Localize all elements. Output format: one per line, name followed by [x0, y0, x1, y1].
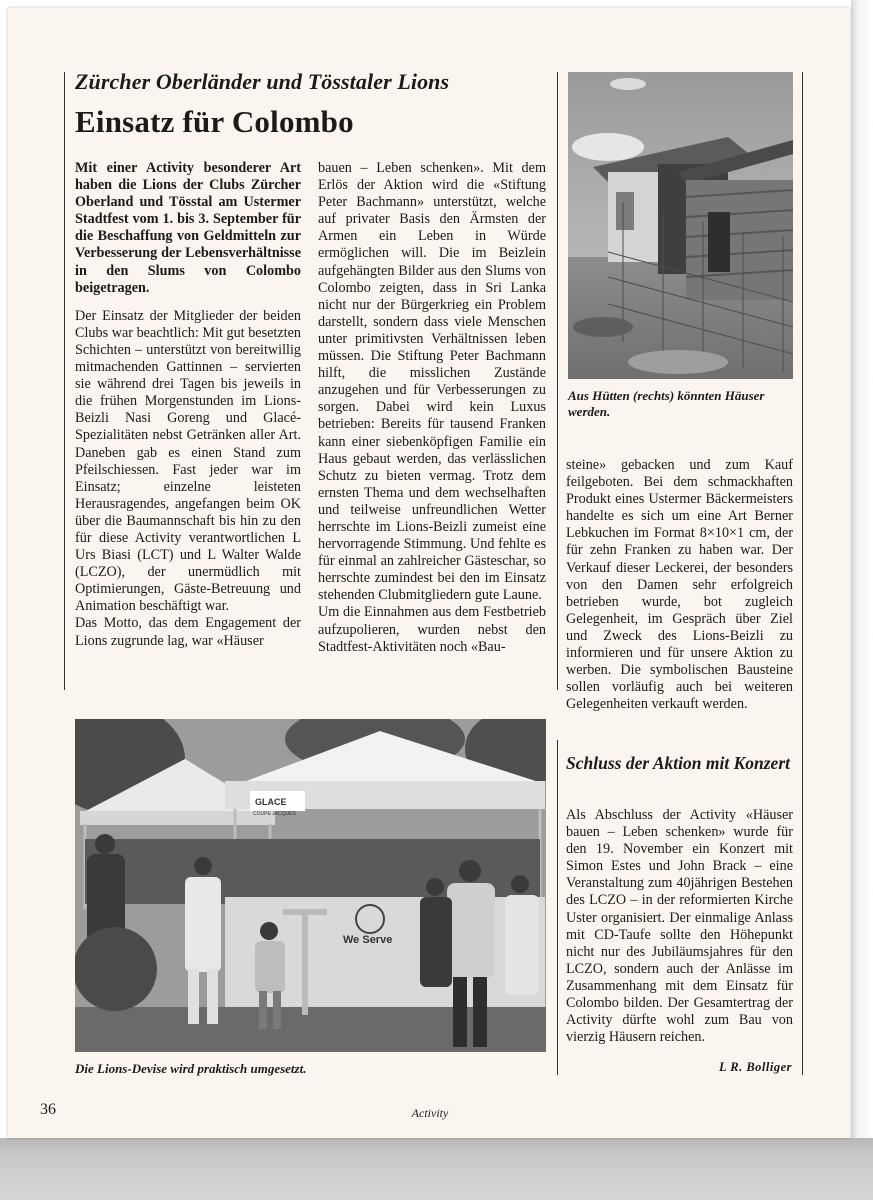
- article-author: L R. Bolliger: [718, 1060, 792, 1074]
- col2-paragraph-1: bauen – Leben schenken». Mit dem Erlös der Aktion wird die «Stiftung Peter Bachmann» unterstützt, welche auf privater Basis den Ärmsten der Armen ein Leben in Würde ermöglichen will. Die im Beizlein aufgehängten Bilder aus den Slums von Colombo zeigten, dass in Sri Lanka nicht nur der Bürgerkrieg ein Problem darstellt, sondern dass viele Menschen unter primitivsten Verhältnissen leben müssen. Die Stiftung Peter Bachmann hilft, die misslichen Zustände anzugehen und für Verbesserungen zu sorgen. Dabei wird kein Luxus betrieben: Bereits für tausend Franken kann einer siebenköpfigen Familie ein Haus gebaut werden, das verlässlichen Schutz zu bieten vermag. Trotz dem ernsten Thema und dem wechselhaften und teilweise unfreundlichen Wetter herrschte im Lions-Beizli zumeist eine hervorragende Stimmung. Und fehlte es für einmal an zahlreicher Gästeschar, so herrschte zumindest bei den im Einsatz stehenden Clubmitgliedern gute Laune.: [318, 160, 546, 604]
- scan-edge-shadow: [851, 0, 873, 1200]
- column-rule-left: [64, 72, 65, 690]
- col1-paragraph-1: Der Einsatz der Mitglieder der beiden Clubs war beachtlich: Mit gut besetzten Schichten – unterstützt von bereitwillig mitmachenden Gattinnen – servierten sie während drei Tagen bis jeweils in die frühen Morgenstunden im Lions-Beizli Nasi Goreng und Glacé-Spezialitäten nebst Getränken aller Art. Daneben gab es einen Stand zum Pfeilschiessen. Fast jeder war im Einsatz; einzelne leisteten Herausragendes, angefangen beim OK über die Baumannschaft bis hin zu den für diese Activity verantwortlichen L Urs Biasi (LCT) und L Walter Walde (LCZO), der unermüdlich mit Optimierungen, Gäste-Betreuung und Animation beschäftigt war.: [75, 307, 301, 615]
- magazine-title: Activity: [411, 1106, 449, 1120]
- column-rule-middle-lower: [557, 740, 558, 1075]
- huts-photo-caption: Aus Hütten (rechts) könnten Häuser werden.: [568, 388, 765, 419]
- article-headline: Einsatz für Colombo: [75, 104, 354, 139]
- photo-lions-stand: [75, 719, 546, 1052]
- col3-paragraph-1: steine» gebacken und zum Kauf feilgeboten. Bei dem schmackhaften Produkt eines Ustermer Bäckermeisters handelte es sich um eine Art Berner Lebkuchen im Format 8×10×1 cm, der für zehn Franken zu haben war. Der Verkauf dieser Leckerei, der besonders von den Damen sehr erfolgreich betrieben wurde, bot zugleich Gelegenheit, im Gespräch über Ziel und Zweck des Lions-Beizli zu informieren und für unsere Aktion zu werben. Die symbolischen Bausteine sollen vorläufig auch bei weiteren Gelegenheiten verkauft werden.: [566, 457, 793, 713]
- col1-paragraph-2: Das Motto, das dem Engagement der Lions zugrunde lag, war «Häuser: [75, 615, 301, 649]
- sign-glace: GLACE: [255, 797, 287, 807]
- scan-bottom-shadow: [0, 1138, 873, 1200]
- column-rule-right: [802, 72, 803, 1075]
- text-column-3-upper: [566, 457, 793, 713]
- column-rule-middle: [557, 72, 558, 690]
- banner-we-serve: We Serve: [343, 934, 393, 946]
- sign-coupe: COUPE JACQUES: [253, 811, 296, 817]
- stand-illustration: [75, 719, 546, 1052]
- photo-slum-huts: [568, 72, 793, 379]
- text-column-1: [75, 160, 301, 650]
- col2-paragraph-2: Um die Einnahmen aus dem Festbetrieb aufzupolieren, wurden nebst den Stadtfest-Aktivitäten noch «Bau-: [318, 604, 546, 655]
- section-subheading: Schluss der Aktion mit Konzert: [566, 753, 790, 773]
- stand-photo-caption: Die Lions-Devise wird praktisch umgesetzt.: [75, 1061, 307, 1076]
- article-kicker: Zürcher Oberländer und Tösstaler Lions: [75, 69, 450, 94]
- huts-illustration: [568, 72, 793, 379]
- page-number: 36: [40, 1101, 56, 1118]
- text-column-2: [318, 160, 546, 656]
- article-lead: Mit einer Activity besonderer Art haben die Lions der Clubs Zürcher Oberland und Tösstal am Ustermer Stadtfest vom 1. bis 3. September für die Beschaffung von Geldmitteln zur Verbesserung der Lebensverhältnisse in den Slums von Colombo beigetragen.: [75, 160, 301, 296]
- col3-paragraph-2: Als Abschluss der Activity «Häuser bauen – Leben schenken» wurde für den 19. November ein Konzert mit Simon Estes und John Brack – eine Veranstaltung zum 40jährigen Bestehen des LCZO – in der reformierten Kirche Uster organisiert. Der einmalige Anlass mit CD-Taufe sollte den Höhepunkt nicht nur des Jubiläumsjahres für den LCZO, sondern auch der Anlässe im Zusammenhang mit dem Einsatz für Colombo bilden. Der Gesamtertrag der Activity dürfte wohl zum Bau von vierzig Häusern reichen.: [566, 807, 793, 1046]
- text-column-3-lower: [566, 807, 793, 1046]
